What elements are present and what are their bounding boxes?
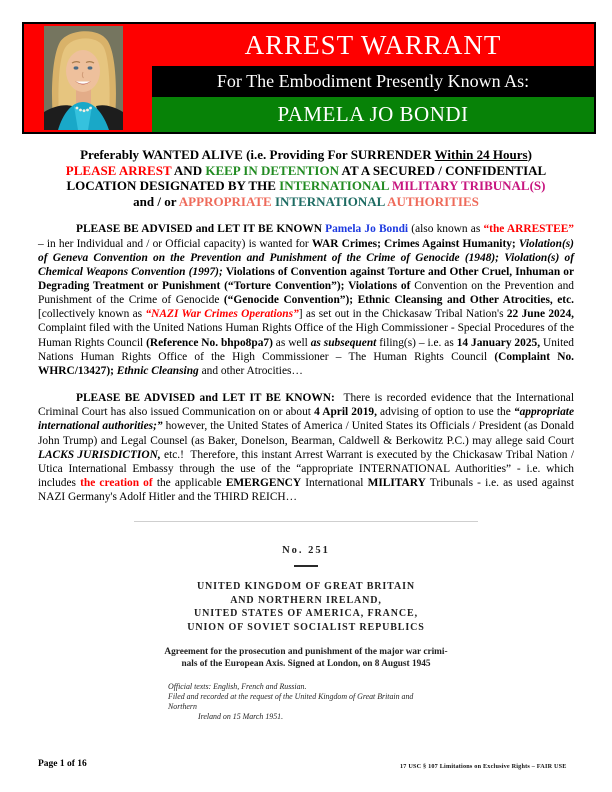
banner-subtitle: For The Embodiment Presently Known As:: [216, 71, 530, 91]
treaty-top-border: [134, 521, 478, 522]
arrestee-photo: [44, 26, 123, 130]
banner-subtitle-band: [152, 66, 594, 97]
wanted-notice: [0, 147, 612, 209]
page-number: Page 1 of 16: [38, 759, 87, 769]
authorities-line: and / or APPROPRIATE INTERNATIONAL AUTHORITIES: [133, 193, 479, 209]
banner: [152, 24, 594, 132]
treaty-official-texts: Official texts: English, French and Russian. Filed and recorded at the request of the United Kingdom of Great Britain and Northern Ireland on 15 March 1951.: [168, 681, 414, 721]
warrant-body: [38, 222, 577, 504]
banner-name-band: [152, 97, 594, 132]
warrant-header: [22, 22, 596, 134]
portrait-image: [44, 26, 123, 130]
treaty-document-excerpt: [0, 521, 612, 721]
fair-use-notice: 17 USC § 107 Limitations on Exclusive Rights – FAIR USE: [400, 763, 567, 770]
banner-title: ARREST WARRANT: [244, 29, 502, 60]
tribunal-line: LOCATION DESIGNATED BY THE INTERNATIONAL MILITARY TRIBUNAL(S): [66, 178, 546, 194]
treaty-agreement-title: Agreement for the prosecution and punishment of the major war crimi- nals of the European Axis. Signed at London, on 8 August 1945: [164, 647, 448, 669]
treaty-parties: UNITED KINGDOM OF GREAT BRITAIN AND NORTHERN IRELAND, UNITED STATES OF AMERICA, FRANCE, UNION OF SOVIET SOCIALIST REPUBLICS: [187, 581, 425, 633]
photo-panel: [24, 24, 152, 132]
banner-title-band: [152, 24, 594, 66]
treaty-rule: [294, 565, 318, 567]
arrestee-name: PAMELA JO BONDI: [277, 102, 469, 126]
treaty-doc-number: No. 251: [282, 545, 330, 557]
arrest-detention-line: PLEASE ARREST AND KEEP IN DETENTION AT A SECURED / CONFIDENTIAL: [65, 162, 547, 178]
wanted-alive-line: Preferably WANTED ALIVE (i.e. Providing For SURRENDER Within 24 Hours): [80, 147, 532, 162]
paragraph-advisory-1: PLEASE BE ADVISED and LET IT BE KNOWN Pamela Jo Bondi (also known as “the ARRESTEE” – in her Individual and / or Official capacity) is wanted for WAR Crimes; Crimes Against Humanity; Violation(s) of Geneva Convention on the Prevention and Punishment of the Crime of Genocide (1948); Violation(s) of Chemical Weapons Convention (1997); Violations of Convention against Torture and Other Cruel, Inhuman or Degrading Treatment or Punishment (“Torture Convention”); Violations of Convention on the Prevention and Punishment of the Crime of Genocide (“Genocide Convention”); Ethnic Cleansing and Other Atrocities, etc. [collectively known as “NAZI War Crimes Operations”] as set out in the Chickasaw Tribal Nation's 22 June 2024, Complaint filed with the United Nations Human Rights Office of the High Commissioner - Special Procedures of the Human Rights Council (Reference No. bhpo8pa7) as well as subsequent filing(s) – i.e. as 14 January 2025, United Nations Human Rights Office of the High Commissioner – The Human Rights Council (Complaint No. WHRC/13427); Ethnic Cleansing and other Atrocities…: [38, 223, 577, 377]
paragraph-advisory-2: PLEASE BE ADVISED and LET IT BE KNOWN: There is recorded evidence that the International Criminal Court has also issued Communication on or about 4 April 2019, advising of option to use the “appropriate international authorities;” however, the United States of America / United States its Officials / President (as Donald John Trump) and Legal Counsel (as Baker, Donelson, Bearman, Caldwell & Berkowitz P.C.) may allege said Court LACKS JURISDICTION, etc.! Therefore, this instant Arrest Warrant is executed by the Chickasaw Tribal Nation / Utica International Embassy through the use of the “appropriate INTERNATIONAL Authorities” - i.e. which includes the creation of the applicable EMERGENCY International MILITARY Tribunals - i.e. as used against NAZI Germany's Adolf Hitler and the THIRD REICH…: [38, 392, 577, 504]
